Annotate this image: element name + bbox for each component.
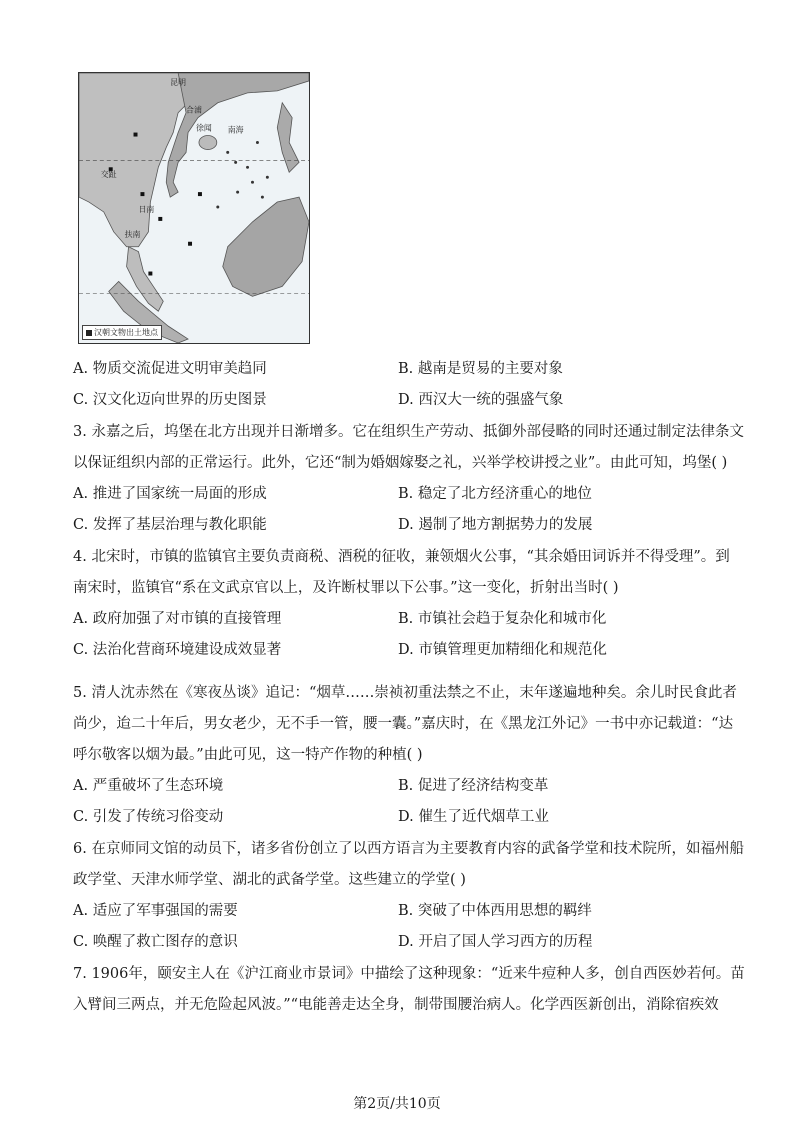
q5-option-b[interactable]: B. 促进了经济结构变革	[398, 778, 549, 794]
q6-option-b[interactable]: B. 突破了中体西用思想的羁绊	[398, 903, 592, 919]
q4-option-c[interactable]: C. 法治化营商环境建设成效显著	[73, 642, 282, 658]
q2-option-c[interactable]: C. 汉文化迈向世界的历史图景	[73, 392, 267, 408]
q4-option-d[interactable]: D. 市镇管理更加精细化和规范化	[398, 642, 607, 658]
q7-stem-line1: 7. 1906年，颐安主人在《沪江商业市景词》中描绘了这种现象：“近来牛痘种人多，创自西医妙若何。苗	[73, 966, 745, 982]
q2-option-b[interactable]: B. 越南是贸易的主要对象	[398, 361, 563, 377]
map-label-xuwen: 徐闻	[195, 123, 212, 133]
map-label-jiaozhi: 交趾	[100, 170, 117, 180]
q3-stem-line1: 3. 永嘉之后，坞堡在北方出现并日渐增多。它在组织生产劳动、抵御外部侵略的同时还通过制定法律条文	[73, 424, 744, 440]
map-label-funan: 扶南	[124, 229, 141, 239]
map-label-rinan: 日南	[138, 204, 155, 214]
q6-option-a[interactable]: A. 适应了军事强国的需要	[73, 903, 238, 919]
q6-option-c[interactable]: C. 唤醒了救亡图存的意识	[73, 934, 238, 950]
q6-stem-line1: 6. 在京师同文馆的动员下，诸多省份创立了以西方语言为主要教育内容的武备学堂和技术院所，如福州船	[73, 841, 744, 857]
map-legend-text: 汉朝文物出土地点	[94, 328, 158, 337]
page-footer: 第2页/共10页	[353, 1096, 441, 1112]
q2-option-a[interactable]: A. 物质交流促进文明审美趋同	[73, 361, 267, 377]
q4-stem-line2: 南宋时，监镇官“系在文武京官以上，及许断杖罪以下公事。”这一变化，折射出当时( )	[73, 580, 619, 596]
q3-option-c[interactable]: C. 发挥了基层治理与教化职能	[73, 517, 267, 533]
map-label-hepu: 合浦	[186, 105, 202, 115]
map-graphic	[79, 73, 309, 343]
map-legend	[82, 325, 162, 340]
q5-option-c[interactable]: C. 引发了传统习俗变动	[73, 809, 224, 825]
map-label-nanhai: 南海	[227, 125, 244, 135]
q3-stem-line2: 以保证组织内部的正常运行。此外，它还“制为婚姻嫁娶之礼，兴举学校讲授之业”。由此可知，坞堡( )	[73, 455, 728, 471]
q5-stem-line1: 5. 清人沈赤然在《寒夜丛谈》追记：“烟草……崇祯初重法禁之不止，末年遂遍地种矣。余儿时民食此者	[73, 685, 737, 701]
map-label-kunming: 昆明	[170, 77, 187, 87]
q3-option-a[interactable]: A. 推进了国家统一局面的形成	[73, 486, 267, 502]
han-dynasty-map	[78, 72, 310, 344]
q4-option-b[interactable]: B. 市镇社会趋于复杂化和城市化	[398, 611, 607, 627]
q4-option-a[interactable]: A. 政府加强了对市镇的直接管理	[73, 611, 282, 627]
q5-option-a[interactable]: A. 严重破坏了生态环境	[73, 778, 224, 794]
q5-stem-line2: 尚少，迨二十年后，男女老少，无不手一管，腰一囊。”嘉庆时，在《黑龙江外记》一书中亦记载道：“达	[73, 716, 734, 732]
q4-stem-line1: 4. 北宋时，市镇的监镇官主要负责商税、酒税的征收，兼领烟火公事，“其余婚田词诉并不得受理”。到	[73, 549, 730, 565]
q3-option-d[interactable]: D. 遏制了地方割据势力的发展	[398, 517, 593, 533]
q6-stem-line2: 政学堂、天津水师学堂、湖北的武备学堂。这些建立的学堂( )	[73, 872, 466, 888]
q7-stem-line2: 入臂间三两点，并无危险起风波。”“电能善走达全身，制带围腰治病人。化学西医新创出，消除宿疾效	[73, 997, 719, 1013]
q3-option-b[interactable]: B. 稳定了北方经济重心的地位	[398, 486, 592, 502]
q5-option-d[interactable]: D. 催生了近代烟草工业	[398, 809, 549, 825]
artifact-site-icon	[86, 330, 92, 336]
q5-stem-line3: 呼尔敬客以烟为最。”由此可见，这一特产作物的种植( )	[73, 747, 423, 763]
q2-option-d[interactable]: D. 西汉大一统的强盛气象	[398, 392, 564, 408]
q6-option-d[interactable]: D. 开启了国人学习西方的历程	[398, 934, 593, 950]
